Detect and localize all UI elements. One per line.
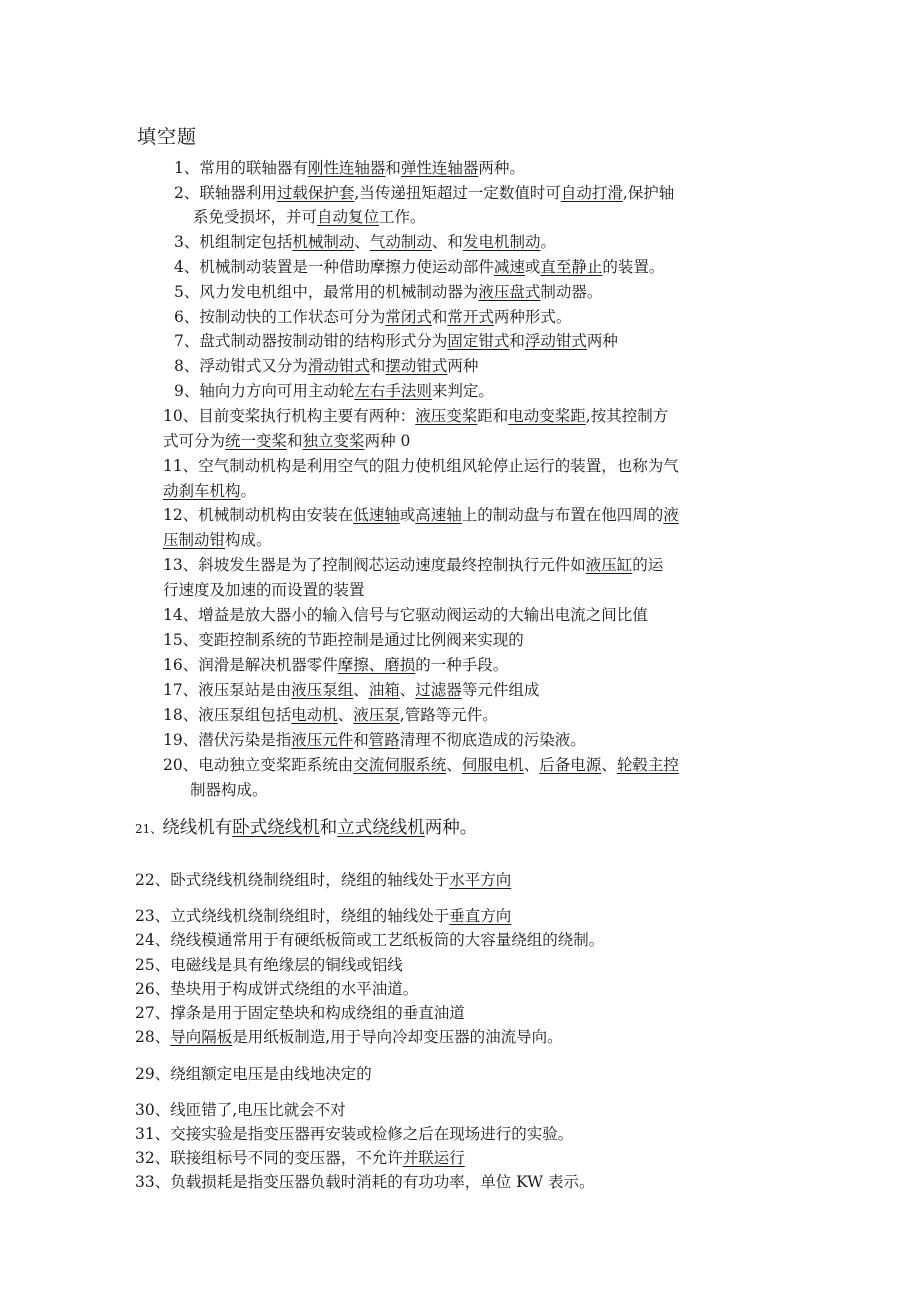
- question-text: 制器构成。: [190, 781, 268, 799]
- question-2-line-1: [174, 183, 674, 203]
- question-text: 8、浮动钳式又分为: [174, 357, 308, 375]
- question-2-line-2: [193, 207, 426, 227]
- question-text: 9、轴向力方向可用主动轮: [174, 382, 355, 400]
- question-text: 31、交接实验是指变压器再安装或检修之后在现场进行的实验。: [135, 1125, 574, 1143]
- question-text: 、: [337, 706, 354, 724]
- question-7-line-1: [174, 331, 618, 351]
- question-text: 两种: [447, 357, 479, 375]
- question-30-line-1: [135, 1100, 346, 1120]
- answer-blank: 摩擦、磨损: [337, 656, 416, 674]
- question-28-line-1: [135, 1027, 563, 1047]
- question-14-line-1: [163, 605, 648, 625]
- question-text: 或: [399, 506, 416, 524]
- question-21-line-1: [135, 818, 477, 839]
- question-12-line-2: [163, 530, 272, 550]
- answer-blank: 发电机制动: [462, 233, 541, 251]
- answer-blank: 滑动钳式: [307, 357, 370, 375]
- question-18-line-1: [163, 705, 498, 725]
- answer-blank: 摆动钳式: [385, 357, 448, 375]
- question-text: 和: [385, 159, 401, 177]
- answer-blank: 弹性连轴器: [400, 159, 479, 177]
- question-text: 和: [353, 731, 369, 749]
- question-text: 7、盘式制动器按制动钳的结构形式分为: [174, 332, 448, 350]
- question-23-line-1: [135, 906, 511, 926]
- answer-blank: 常开式: [447, 308, 494, 326]
- answer-blank: 气动制动: [369, 233, 432, 251]
- question-8-line-1: [174, 356, 478, 376]
- question-13-line-2: [163, 580, 365, 600]
- question-text: 制动器。: [540, 283, 603, 301]
- question-text: ,当传递扭矩超过一定数值时可: [354, 184, 561, 202]
- question-text: 两种形式。: [493, 308, 572, 326]
- question-text: 19、潜伏污染是指: [163, 731, 292, 749]
- answer-blank: 立式绕线机: [337, 818, 425, 838]
- answer-blank: 低速轴: [353, 506, 400, 524]
- question-text: 30、线匝错了,电压比就会不对: [135, 1101, 346, 1119]
- question-22-line-1: [135, 870, 511, 890]
- answer-blank: 卧式绕线机: [232, 818, 320, 838]
- question-text: 13、斜坡发生器是为了控制阀芯运动速度最终控制执行元件如: [163, 556, 586, 574]
- question-13-line-1: [163, 555, 663, 575]
- question-text: 工作。: [379, 208, 426, 226]
- answer-blank: 减速: [493, 258, 525, 276]
- question-text: 4、机械制动装置是一种借助摩擦力使运动部件: [174, 258, 494, 276]
- question-text: 10、目前变桨执行机构主要有两种：: [163, 407, 416, 425]
- question-text: 。: [240, 482, 257, 500]
- question-text: 11、空气制动机构是利用空气的阻力使机组风轮停止运行的装置，也称为气: [163, 457, 679, 475]
- answer-blank: 水平方向: [449, 871, 512, 889]
- question-text: 、: [354, 233, 370, 251]
- question-4-line-1: [174, 257, 664, 277]
- question-text: 来判定。: [431, 382, 494, 400]
- question-text: ,管路等元件。: [399, 706, 498, 724]
- answer-blank: 固定钳式: [447, 332, 510, 350]
- question-text: 和: [319, 818, 338, 838]
- question-text: 25、电磁线是具有绝缘层的铜线或铝线: [135, 956, 403, 974]
- question-10-line-1: [163, 406, 668, 426]
- question-text: 行速度及加速的而设置的装置: [163, 581, 365, 599]
- question-text: 、: [353, 681, 369, 699]
- question-15-line-1: [163, 630, 524, 650]
- question-text: 29、绕组额定电压是由线地决定的: [135, 1065, 372, 1083]
- answer-blank: 液压泵组: [291, 681, 354, 699]
- answer-blank: 导向隔板: [170, 1028, 233, 1046]
- question-text: 、: [446, 756, 462, 774]
- answer-blank: 电动机: [291, 706, 338, 724]
- question-26-line-1: [135, 979, 418, 999]
- question-text: 两种。: [424, 818, 478, 838]
- answer-blank: 刚性连轴器: [307, 159, 386, 177]
- answer-blank: 液: [663, 506, 679, 524]
- question-text: 和: [287, 432, 303, 450]
- question-text: 23、立式绕线机绕制绕组时，绕组的轴线处于: [135, 907, 450, 925]
- question-text: 26、垫块用于构成饼式绕组的水平油道。: [135, 980, 419, 998]
- answer-blank: 垂直方向: [449, 907, 512, 925]
- question-27-line-1: [135, 1003, 465, 1023]
- answer-blank: 动刹车机构: [163, 482, 241, 500]
- question-text: 是用纸板制造,用于导向冷却变压器的油流导向。: [232, 1028, 563, 1046]
- answer-blank: 独立变桨: [302, 432, 365, 450]
- question-text: 两种: [586, 332, 618, 350]
- question-text: 、: [601, 756, 617, 774]
- answer-blank: 液压元件: [291, 731, 354, 749]
- answer-blank: 自动复位: [317, 208, 380, 226]
- answer-blank: 管路: [368, 731, 400, 749]
- question-text: 绕线机有: [162, 818, 233, 838]
- question-1-line-1: [174, 158, 525, 178]
- question-text: ,保护轴: [622, 184, 675, 202]
- question-text: 的装置。: [602, 258, 665, 276]
- question-12-line-1: [163, 505, 679, 525]
- page-title: 填空题: [137, 126, 198, 148]
- answer-blank: 并联运行: [402, 1149, 465, 1167]
- answer-blank: 伺服电机: [461, 756, 524, 774]
- question-text: 32、联接组标号不同的变压器，不允许: [135, 1149, 403, 1167]
- question-6-line-1: [174, 307, 571, 327]
- question-text: 和: [509, 332, 525, 350]
- question-text: 两种。: [478, 159, 525, 177]
- question-text: 的一种手段。: [415, 656, 509, 674]
- question-text: 清理不彻底造成的污染液。: [399, 731, 586, 749]
- question-text: 两种 0: [364, 432, 411, 450]
- question-20-line-2: [190, 780, 268, 800]
- question-5-line-1: [174, 282, 602, 302]
- answer-blank: 过载保护套: [276, 184, 355, 202]
- answer-blank: 液压盘式: [478, 283, 541, 301]
- question-text: 15、变距控制系统的节距控制是通过比例阀来实现的: [163, 631, 524, 649]
- answer-blank: 交流伺服系统: [353, 756, 447, 774]
- answer-blank: 高速轴: [415, 506, 462, 524]
- question-text: 12、机械制动机构由安装在: [163, 506, 354, 524]
- question-9-line-1: [174, 381, 494, 401]
- answer-blank: 液压缸: [585, 556, 633, 574]
- question-text: 2、联轴器利用: [174, 184, 277, 202]
- question-31-line-1: [135, 1124, 573, 1144]
- question-text: 17、液压泵站是由: [163, 681, 292, 699]
- question-text: 的运: [632, 556, 664, 574]
- question-text: 28、: [135, 1028, 171, 1046]
- question-text: 16、润滑是解决机器零件: [163, 656, 338, 674]
- question-17-line-1: [163, 680, 539, 700]
- question-text: 1、常用的联轴器有: [174, 159, 308, 177]
- question-32-line-1: [135, 1148, 465, 1168]
- question-text: 或: [524, 258, 541, 276]
- question-text: 20、电动独立变桨距系统由: [163, 756, 354, 774]
- answer-blank: 电动变桨距: [508, 407, 586, 425]
- question-text: 系免受损坏，并可: [193, 208, 318, 226]
- question-20-line-1: [163, 755, 679, 775]
- question-text: 式可分为: [163, 432, 226, 450]
- question-text: 3、机组制定包括: [174, 233, 293, 251]
- answer-blank: 压制动钳: [163, 531, 226, 549]
- question-text: 22、卧式绕线机绕制绕组时，绕组的轴线处于: [135, 871, 450, 889]
- question-text: 27、撑条是用于固定垫块和构成绕组的垂直油道: [135, 1004, 465, 1022]
- question-3-line-1: [174, 232, 556, 252]
- answer-blank: 油箱: [368, 681, 400, 699]
- answer-blank: 统一变桨: [225, 432, 288, 450]
- question-text: 33、负载损耗是指变压器负载时消耗的有功功率，单位 KW 表示。: [135, 1173, 595, 1191]
- question-text: 上的制动盘与布置在他四周的: [461, 506, 664, 524]
- answer-blank: 过滤器: [415, 681, 462, 699]
- question-text: 距和: [477, 407, 509, 425]
- question-text: 18、液压泵组包括: [163, 706, 292, 724]
- answer-blank: 后备电源: [539, 756, 602, 774]
- question-text: 14、增益是放大器小的输入信号与它驱动阀运动的大输出电流之间比值: [163, 606, 648, 624]
- question-text: 6、按制动快的工作状态可分为: [174, 308, 386, 326]
- question-text: 、和: [431, 233, 463, 251]
- question-10-line-2: [163, 431, 410, 451]
- question-33-line-1: [135, 1172, 595, 1192]
- question-16-line-1: [163, 655, 508, 675]
- question-text: ,按其控制方: [585, 407, 669, 425]
- question-text: 。: [540, 233, 556, 251]
- answer-blank: 自动打滑: [560, 184, 623, 202]
- answer-blank: 浮动钳式: [524, 332, 587, 350]
- question-text: 5、风力发电机组中，最常用的机械制动器为: [174, 283, 479, 301]
- question-text: 、: [399, 681, 416, 699]
- answer-blank: 机械制动: [292, 233, 355, 251]
- question-text: 等元件组成: [461, 681, 540, 699]
- question-11-line-1: [163, 456, 679, 476]
- question-text: 和: [369, 357, 386, 375]
- question-19-line-1: [163, 730, 586, 750]
- question-text: 、: [523, 756, 540, 774]
- answer-blank: 轮毂主控: [616, 756, 679, 774]
- answer-blank: 直至静止: [540, 258, 603, 276]
- question-11-line-2: [163, 481, 256, 501]
- question-25-line-1: [135, 955, 403, 975]
- answer-blank: 常闭式: [385, 308, 432, 326]
- question-24-line-1: [135, 930, 604, 950]
- answer-blank: 左右手法则: [354, 382, 432, 400]
- answer-blank: 液压泵: [353, 706, 400, 724]
- question-text: 构成。: [225, 531, 272, 549]
- question-text: 21、: [135, 822, 163, 836]
- answer-blank: 液压变桨: [415, 407, 478, 425]
- question-29-line-1: [135, 1064, 372, 1084]
- question-text: 和: [431, 308, 448, 326]
- question-text: 24、绕线模通常用于有硬纸板筒或工艺纸板筒的大容量绕组的绕制。: [135, 931, 605, 949]
